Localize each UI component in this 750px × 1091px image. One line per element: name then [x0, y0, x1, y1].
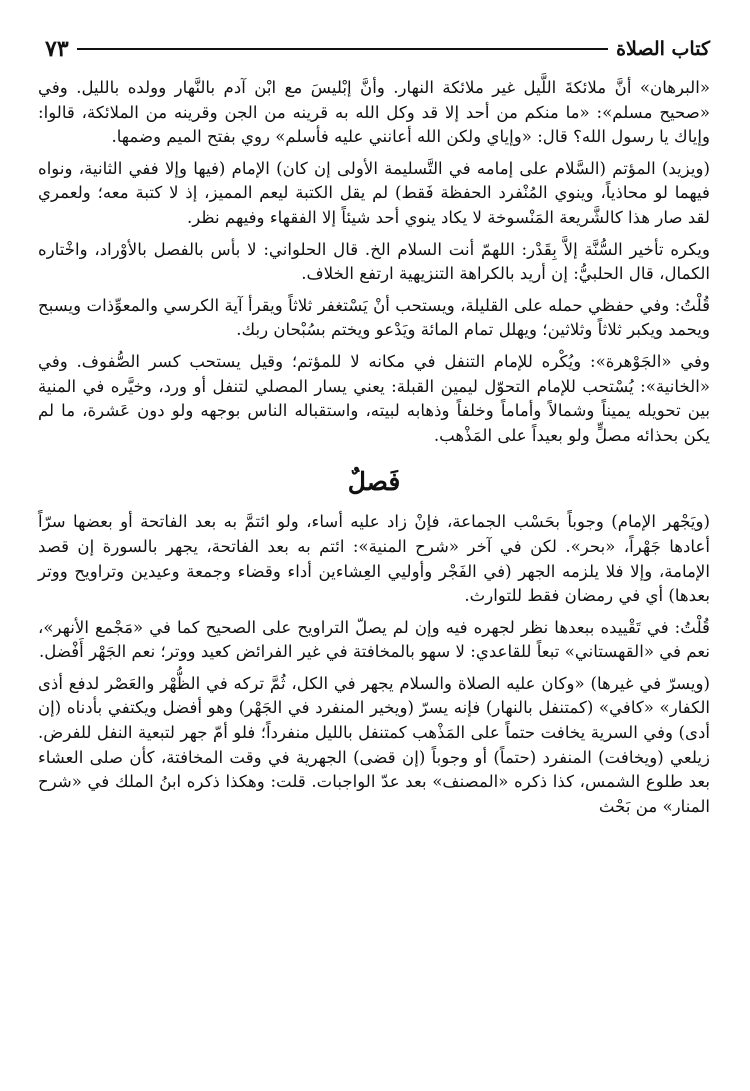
header-rule [77, 48, 608, 50]
paragraph-1: «البرهان» أنَّ ملائكةَ اللَّيل غير ملائكة النهار. وأنَّ إبْليسَ مع ابْن آدم بالنَّهار وولده بالليل. وفي «صحيح مسلم»: «ما منكم من أحد إلا قد وكل الله به قرينه من الجن وقرينه من الملائكة، قالوا: وإياك يا رسول الله؟ قال: «وإياي ولكن الله أعانني عليه فأسلم» روي بفتح الميم وضمها. [38, 78, 710, 147]
paragraph-3: ويكره تأخير السُّنَّة إلاَّ بِقَدْر: اللهمّ أنت السلام الخ. قال الحلواني: لا بأس بالفصل بالأوْراد، واخْتاره الكمال، قال الحلبيُّ: إن أريد بالكراهة التنزيهية ارتفع الخلاف. [38, 239, 710, 284]
paragraph-2: (ويزيد) المؤتم (السَّلام على إمامه في التَّسليمة الأولى إن كان) الإمام (فيها وإلا ففي الثانية، ونواه فيهما لو محاذياً، وينوي المُنْفرد الحفظة فَقط) لم يقل الكتبة ليعم المميز، إذ لا كتبة معه؛ ولعمري لقد صار هذا كالشَّريعة المَنْسوخة لا يكاد ينوي أحد شيئاً إلا الفقهاء وفيهم نظر. [38, 158, 710, 227]
paragraph-6: (ويَجْهر الإمام) وجوباً بحَسْب الجماعة، فإنْ زاد عليه أساء، ولو ائتمَّ به بعد الفاتحة أو بعضها سرّاً أعادها جَهْراً، «بحر». لكن في آخر «شرح المنية»: ائتم به بعد الفاتحة، يجهر بالسورة إن قصد الإمامة، وإلا فلا يلزمه الجهر (في الفَجْر وأوليي العِشاءين أداء وقضاء وجمعة وعيدين وتراويح ووتر بعدها) أي في رمضان فقط للتوارث. [38, 512, 710, 606]
paragraph-7: قُلْتُ: في تَقْييده ببعدها نظر لجهره فيه وإن لم يصلّ التراويح على الصحيح كما في «مَجْمع الأنهر»، نعم في «القهستاني» تبعاً للقاعدي: لا سهو بالمخافتة في غير الفرائض كعيد ووتر؛ نعم الجَهْر أَفْضل. [38, 617, 710, 662]
paragraph-8: (ويسرّ في غيرها) «وكان عليه الصلاة والسلام يجهر في الكل، ثُمَّ تركه في الظُّهْر والعَصْر لدفع أذى الكفار» «كافي» (كمتنفل بالنهار) فإنه يسرّ (ويخير المنفرد في الجَهْر) وهو أفضل ويكتفي بأدناه (إن أدى) وفي السرية يخافت حتماً على المَذْهب كمتنفل بالليل منفرداً؛ فلو أمّ جهر لتبعية النفل للفرض. زيلعي (ويخافت) المنفرد (حتماً) أو وجوباً (إن قضى) الجهرية في وقت المخافتة، كأن صلى العشاء بعد طلوع الشمس، كذا ذكره «المصنف» بعد عدّ الواجبات. قلت: وهكذا ذكره ابنُ الملك في «شرح المنار» من بَحْث [38, 673, 710, 816]
text-body [38, 76, 710, 819]
paragraph-4: قُلْتُ: وفي حفظي حمله على القليلة، ويستحب أنْ يَسْتغفر ثلاثاً ويقرأ آية الكرسي والمعوِّذات ويسبح ويحمد ويكبر ثلاثاً وثلاثين؛ ويهلل تمام المائة ويَدْعو ويختم بسُبْحان ربك. [38, 295, 710, 340]
running-header [45, 34, 710, 64]
chapter-title: كتاب الصلاة [616, 38, 710, 60]
section-heading: فَصلٌ [347, 467, 401, 497]
page-number: ٧٣ [45, 36, 69, 62]
paragraph-5: وفي «الجَوْهرة»: ويُكْره للإمام التنفل في مكانه لا للمؤتم؛ وقيل يستحب كسر الصُّفوف. وفي «الخانية»: يُسْتحب للإمام التحوّل ليمين القبلة: يعني يسار المصلي لتنفل أو ورد، وخيَّره في المنية بين تحويله يميناً وشمالاً وأماماً وخلفاً وذهابه لبيته، واستقباله الناس بوجهه ولو دون عَشرة، ما لم يكن بحذائه مصلٍّ ولو بعيداً على المَذْهب. [38, 351, 710, 445]
